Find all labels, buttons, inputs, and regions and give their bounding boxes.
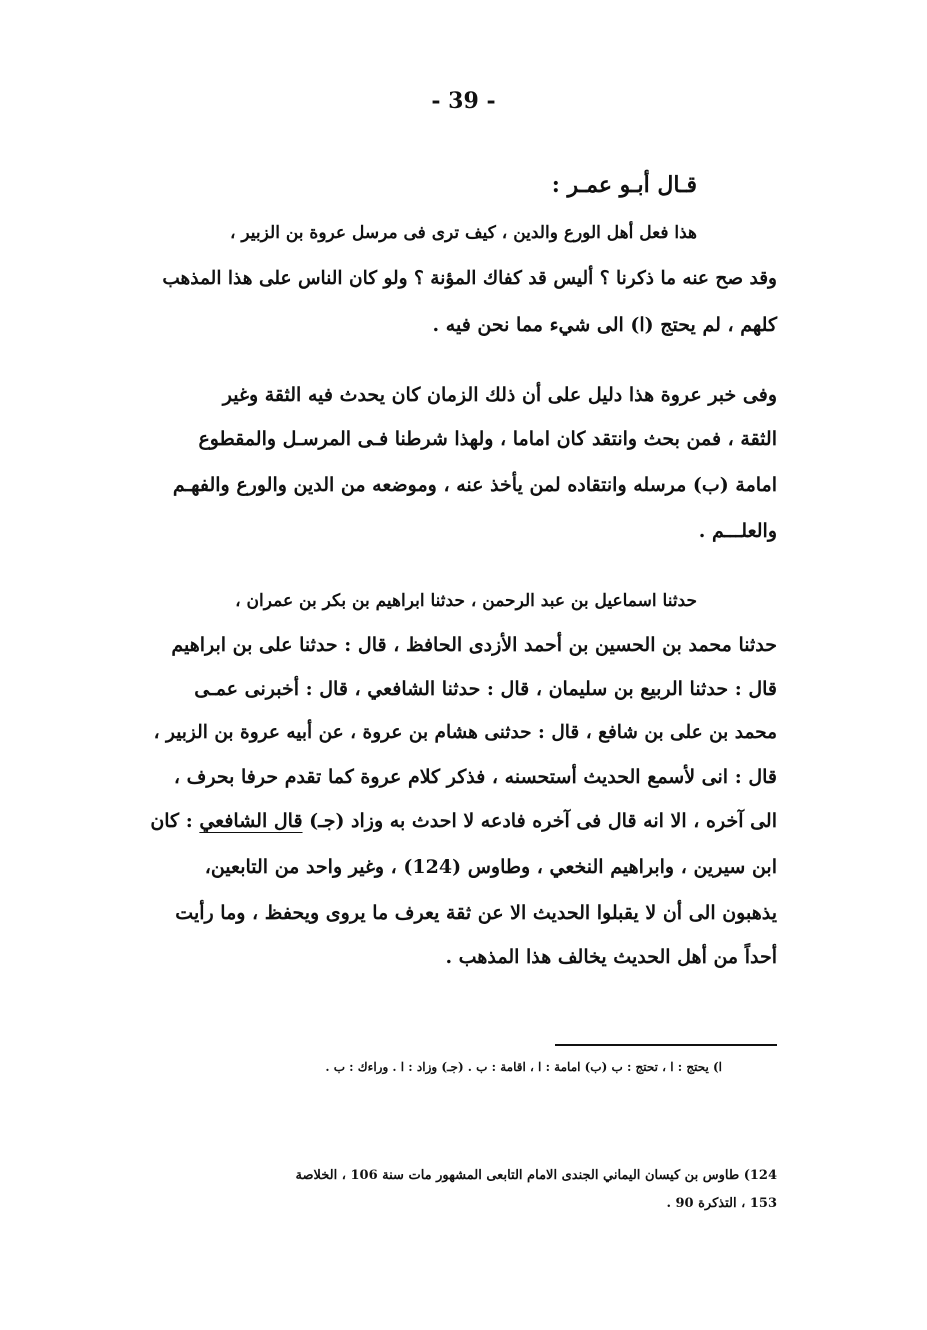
paragraph-3-line-1: حدثنا اسماعيل بن عبد الرحمن ، حدثنا ابراهيم بن بكر بن عمران ، [235,591,697,611]
paragraph-3-line-3: قال : حدثنا الربيع بن سليمان ، قال : حدثنا الشافعي ، قال : أخبرنى عمـى [194,678,777,700]
page-number: - 39 - [431,88,496,114]
line-6-text-end: : كان [150,810,200,832]
footnote-rule [555,1044,777,1046]
paragraph-1-line-1: هذا فعل أهل الورع والدين ، كيف ترى فى مرسل عروة بن الزبير ، [229,223,697,243]
paragraph-2-line-1: وفى خبر عروة هذا دليل على أن ذلك الزمان كان يحدث فيه الثقة وغير [222,384,777,406]
line-6-text-start: الى آخره ، الا انه قال فى آخره فادعه لا احدث به وزاد (جـ) [302,810,777,832]
footnote-bio-line-1: 124) طاوس بن كيسان اليماني الجندى الامام التابعى المشهور مات سنة 106 ، الخلاصة [295,1168,777,1183]
paragraph-3-line-2: حدثنا محمد بن الحسين بن أحمد الأزدى الحافظ ، قال : حدثنا على بن ابراهيم [171,634,777,656]
paragraph-3-line-4: محمد بن على بن شافع ، قال : حدثنى هشام بن عروة ، عن أبيه عروة بن الزبير ، [153,722,777,743]
paragraph-2-line-2: الثقة ، فمن بحث وانتقد كان اماما ، ولهذا شرطنا فـى المرسـل والمقطوع [198,428,777,450]
paragraph-3-line-9: أحداً من أهل الحديث يخالف هذا المذهب . [445,946,777,968]
paragraph-3-line-6 [150,806,777,836]
underlined-citation: قال الشافعي [199,810,303,832]
footnote-variants: ا) يحتج : ا ، تحتج : ب (ب) امامة : ا ، اقامة : ب . (جـ) وزاد : ا . وراءك : ب . [325,1060,722,1074]
paragraph-3-line-5: قال : انى لأسمع الحديث أستحسنه ، فذكر كلام عروة كما تقدم حرفا بحرف ، [173,766,777,788]
paragraph-2-line-4: والعلـــم . [698,520,777,542]
paragraph-2-line-3: امامة (ب) مرسله وانتقاده لمن يأخذ عنه ، وموضعه من الدين والورع والفهـم [172,474,777,496]
footnote-bio-line-2: 153 ، التذكرة 90 . [666,1196,777,1211]
paragraph-1-line-2: وقد صح عنه ما ذكرنا ؟ أليس قد كفاك المؤنة ؟ ولو كان الناس على هذا المذهب [162,268,777,289]
paragraph-3-line-8: يذهبون الى أن لا يقبلوا الحديث الا عن ثقة يعرف ما يروى ويحفظ ، وما رأيت [175,902,777,924]
section-heading: قـال أبـو عمـر : [551,172,697,198]
paragraph-3-line-7: ابن سيرين ، وابراهيم النخعي ، وطاوس (124) ، وغير واحد من التابعين، [204,856,777,878]
paragraph-1-line-3: كلهم ، لم يحتج (ا) الى شيء مما نحن فيه . [432,314,777,336]
